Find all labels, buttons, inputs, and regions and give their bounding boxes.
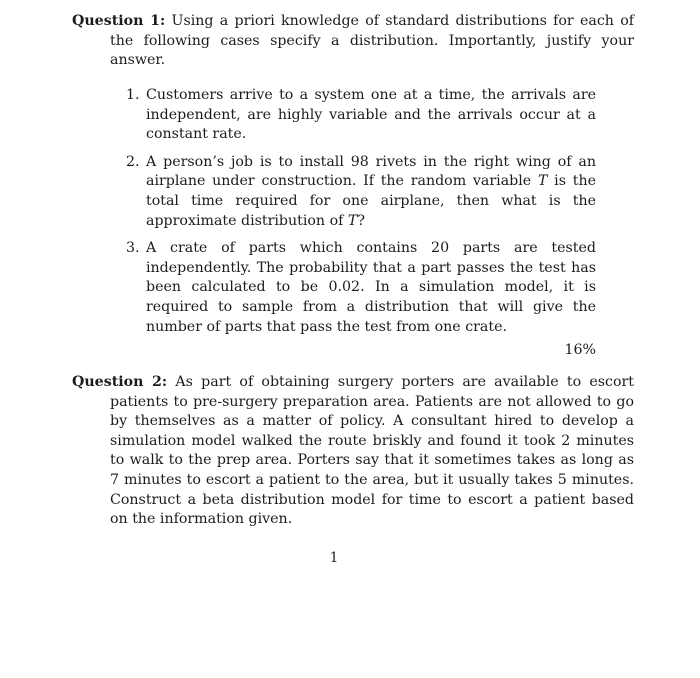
list-item-number: 1.: [126, 87, 140, 103]
list-item-text: Customers arrive to a system one at a time, the arrivals are independent, are highly variable and the arrivals occur at a constant rate.: [146, 87, 596, 143]
variable-t: T: [347, 212, 358, 229]
list-item-number: 2.: [126, 153, 140, 170]
list-item-text: A person’s job is to install 98 rivets in the right wing of an airplane under construction. If the random variable: [146, 153, 596, 190]
list-item-text: A crate of parts which contains 20 parts are tested independently. The probability that a part passes the test has been calculated to be 0.02. In a simulation model, it is required to sample from a distribution that will give the number of parts that pass the test from one crate.: [146, 240, 596, 335]
variable-t: T: [537, 173, 548, 190]
question-1-label: Question 1:: [72, 13, 166, 29]
list-item: [126, 153, 596, 231]
question-1: [72, 12, 634, 71]
page-number: 1: [329, 550, 339, 566]
question-2: [72, 373, 634, 530]
list-item: [126, 86, 596, 145]
list-item-text-end: ?: [357, 212, 365, 229]
question-1-intro: Using a priori knowledge of standard distributions for each of the following cases specify a distribution. Importantly, justify your answer.: [110, 13, 634, 69]
list-item-number: 3.: [126, 240, 140, 257]
question-1-weight: 16%: [564, 342, 596, 358]
question-2-label: Question 2:: [72, 374, 168, 390]
list-item: [126, 239, 596, 337]
list-item-text-cont: is the total time required for one airplane, then what is the approximate distribution of: [146, 173, 596, 229]
question-1-list: [126, 86, 596, 345]
question-2-text: As part of obtaining surgery porters are available to escort patients to pre-surgery preparation area. Patients are not allowed to go by themselves as a matter of policy. A consultant hired to develop a simulation model walked the route briskly and found it took 2 minutes to walk to the prep area. Porters say that it sometimes takes as long as 7 minutes to escort a patient to the area, but it usually takes 5 minutes. Construct a beta distribution model for time to escort a patient based on the information given.: [110, 374, 634, 528]
